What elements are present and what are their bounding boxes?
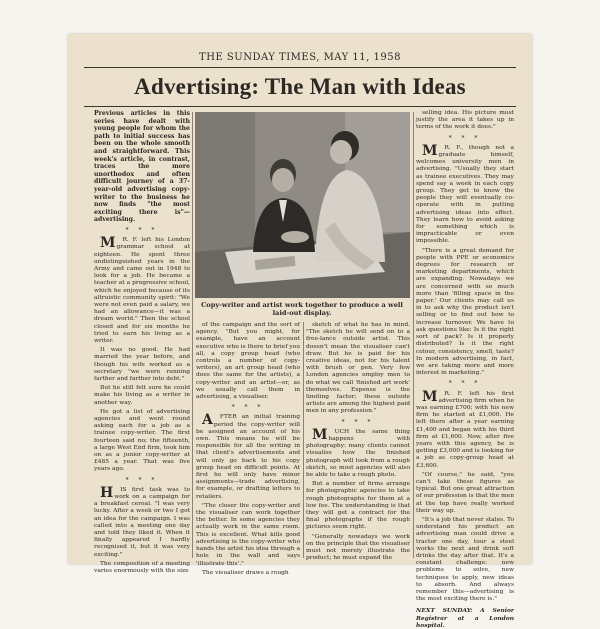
- article-paragraph: "It's a job that never stales. To understand his product an advertising man could drive a tractor one day, tour a steel works the next and drink soft drinks the day after that. It's a constant challenge: new problems to solve, new techniques to apply, new ideas to absorb. And always remember this—advertising is the most exciting there is.": [416, 516, 514, 603]
- article-paragraph: It was no good. He had married the year before, and though his wife worked as a secretary "we were running farther and farther into debt.": [94, 347, 190, 382]
- article-paragraph: The visualiser draws a rough: [202, 569, 289, 576]
- article-paragraph: "There is a great demand for people with PPE or economics degrees for research or marketing departments, which are expanding. Nowadays we are concerned with so much more than 'filling space in the paper.' Our clients may call us in to ask why the product isn't selling or to find out how to increase turnover. We have to ask questions like: Is it the right sort of pack? Is it properly distributed? Is it the right colour, consistency, smell, taste? In modern advertising, in fact, we are taking more and more interest in marketing.": [416, 247, 514, 377]
- article-paragraph: "Of course," he said, "you can't take these figures as typical. But one great attraction of our profession is that the men at the top have really worked their way up.: [416, 471, 514, 514]
- photo-caption: Copy-writer and artist work together to produce a well laid-out display.: [201, 301, 403, 317]
- article-photograph: [195, 112, 410, 298]
- article-paragraph: MUCH the same thing happens with photography: many clients cannot visualise how the finished photograph will look from a rough sketch, so most agencies will also be able to take a rough photo.: [306, 426, 410, 479]
- article-paragraph: "Generally nowadays we work on the principle that the visualiser must not merely illustrate the product; he must expand the: [306, 533, 410, 562]
- next-sunday-note: NEXT SUNDAY: A Senior Registrar at a London hospital.: [416, 607, 514, 629]
- article-paragraph: MR. F. left his first advertising firm when he was earning £700; with his new firm he started at £1,000. He left there after a year earning £1,400 and began with his third firm at £1,600. Now, after five years with this agency, he is getting £3,000 and is looking for a job as copy-group head at £3,600.: [416, 388, 514, 469]
- newspaper-clipping: [68, 34, 532, 629]
- article-paragraph: HIS first task was to work on a campaign for a breakfast cereal. "I was very lucky. After a week or two I got an idea for the campaign. I was called into a meeting one day and told they liked it. When it finally appeared I hardly recognised it, but it was very exciting.": [94, 484, 190, 558]
- headline-rule: [84, 106, 516, 107]
- masthead-rule: [84, 67, 516, 68]
- section-break: * * *: [125, 476, 159, 484]
- article-paragraph: AFTER an initial training period the copy-writer will be assigned an account of his own. This means he will be responsible for all the writing in that client's advertisements and will only go back to his copy group head on difficult points. At first he will only have minor assignments—trade advertising, for example, or drafting letters to retailers.: [196, 412, 300, 500]
- headline: Advertising: The Man with Ideas: [134, 74, 466, 99]
- article-paragraph: sketch of what he has in mind. "The sketch he will send on to a free-lance outside artist. This doesn't mean the visualiser can't draw. But he is paid for his creative ideas, not for his talent with brush or pen. Very few London agencies employ men to do what we call 'finished art work' themselves. Expense is the limiting factor; these outside artists are among the highest paid men in any profession.": [306, 322, 410, 415]
- article-paragraph: The composition of a meeting varies enormously with the size: [94, 560, 190, 575]
- article-paragraph: He got a list of advertising agencies and went round asking each for a job as a trainee copy-writer. The first fourteen said no; the fifteenth, a large West End firm, took him on as a junior copy-writer at £485 a year. That was five years ago.: [94, 408, 190, 473]
- column-4: [416, 110, 514, 629]
- masthead: THE SUNDAY TIMES, MAY 11, 1958: [199, 52, 401, 63]
- photo-illustration: [195, 112, 410, 298]
- article-paragraph: MR. F. left his London grammar school at eighteen. He spent three undistinguished years in the Army and came out in 1948 to look for a job. He became a teacher at a progressive school, which he enjoyed because of its altruistic community spirit: "We were not even paid a salary, we had an allowance—it was a dream world." Then the school closed and for six months he tried to earn his living as a writer.: [94, 235, 190, 344]
- section-break: * * *: [231, 404, 265, 412]
- column-divider: [413, 112, 414, 558]
- article-paragraph: But he still felt sure he could make his living as a writer in another way.: [94, 385, 190, 406]
- article-paragraph: But a number of firms arrange for photographic agencies to take rough photographs for them at a low fee. The understanding is that they will get a contract for the final photographs if the rough pictures seem right.: [306, 481, 410, 531]
- column-divider: [192, 112, 193, 558]
- section-break: * * *: [125, 226, 159, 234]
- column-1: [94, 110, 190, 575]
- article-paragraph: MR. F., though not a graduate himself, welcomes university men in advertising. "Usually they start as trainee executives. They may spend say a week in each copy group. They get to know the people they will eventually co-operate with in putting advertising ideas into effect. They learn how to avoid asking for something which is impracticable or even impossible.: [416, 142, 514, 245]
- column-3: [306, 322, 410, 560]
- article-paragraph: of the campaign and the sort of agency. "But you might, for example, have an account executive who is there to brief you all, a copy group head (who controls a number of copy-writers), an art group head (who does the same for the artists), a copy-writer and an artist—or, as we usually call them in advertising, a visualiser.: [196, 322, 300, 401]
- article-paragraph: "The closer the copy-writer and the visualiser can work together the better. In some agencies they actually work in the same room. This is excellent. What kills good advertising is the copy-writer who hands the artist his idea through a hole in the wall and says 'illustrate this'.": [196, 502, 300, 567]
- section-break: * * *: [448, 380, 482, 388]
- column-divider: [303, 322, 304, 558]
- intro-paragraph: Previous articles in this series have dealt with young people for whom the path to initial success has been on the whole smooth and straightforward. This week's article, in contrast, traces the more unorthodox and often difficult journey of a 37-year-old advertising copy-writer to the business he now finds "the most exciting there is"—advertising.: [94, 110, 190, 224]
- article-paragraph: selling idea. His picture must justify the area it takes up in terms of the work it does.": [416, 110, 514, 131]
- column-2: [196, 322, 300, 576]
- section-break: * * *: [341, 418, 375, 426]
- section-break: * * *: [448, 134, 482, 142]
